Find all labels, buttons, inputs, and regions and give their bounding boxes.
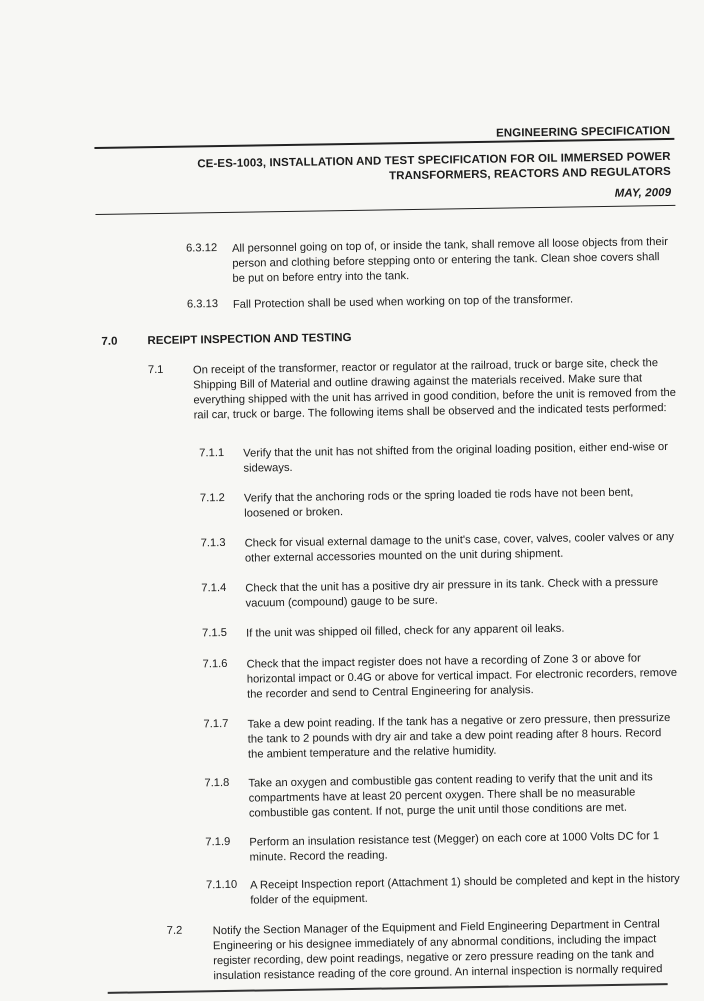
item-text: Fall Protection shall be used when working on top of the transformer. <box>232 293 574 311</box>
item-number: 6.3.13 <box>186 298 219 311</box>
document-title-line2: TRANSFORMERS, REACTORS AND REGULATORS <box>388 165 671 183</box>
header-rule-top <box>94 138 674 149</box>
header-rule-bottom <box>95 205 675 215</box>
clause-text: Notify the Section Manager of the Equipment and Field Engineering Department in Central Engineering or his designee immediately of any abnormal conditions, including the impact register recording, dew point readings, negative or zero pressure reading on the tank and insulation resistance reading of the core ground. An internal inspection is normally required <box>212 918 663 983</box>
document-date: MAY, 2009 <box>614 186 672 200</box>
sub-item-text: Perform an insulation resistance test (Megger) on each core at 1000 Volts DC for 1 minute. Record the reading. <box>249 830 660 864</box>
sub-item-text: Take a dew point reading. If the tank has a negative or zero pressure, then pressurize the tank to 2 pounds with dry air and take a dew point reading after 8 hours. Record the ambient temperature and the relative humidity. <box>247 711 671 761</box>
sub-item-text: Verify that the unit has not shifted from the original loading position, either end-wise or sideways. <box>243 440 669 475</box>
sub-item-number: 7.1.1 <box>199 446 225 460</box>
sub-item-text: A Receipt Inspection report (Attachment 1) should be completed and kept in the history folder of the equipment. <box>249 872 680 907</box>
clause-number: 7.1 <box>147 363 164 377</box>
sub-item-number: 7.1.6 <box>202 657 228 671</box>
sub-item-number: 7.1.7 <box>203 717 229 731</box>
sub-item-text: Check that the impact register does not have a recording of Zone 3 or above for horizontal impact or 0.4G or above for vertical impact. For electronic recorders, remove the recorder and send to Central Engineering for analysis. <box>246 652 678 701</box>
sub-item-text: Check for visual external damage to the unit's case, cover, valves, cooler valves or any other external accessories mounted on the unit during shipment. <box>244 530 675 565</box>
sub-item-number: 7.1.4 <box>201 581 227 595</box>
section-number: 7.0 <box>101 335 118 348</box>
sub-item-text: If the unit was shipped oil filled, check for any apparent oil leaks. <box>245 622 565 640</box>
sub-item-number: 7.1.10 <box>205 878 238 892</box>
sub-item-text: Take an oxygen and combustible gas content reading to verify that the unit and its compartments have at least 20 percent oxygen. There shall be no measurable combustible gas content. If not, purge the unit until those conditions are met. <box>248 771 653 820</box>
sub-item-number: 7.1.3 <box>200 536 226 550</box>
clause-number: 7.2 <box>166 924 183 937</box>
sub-item-text: Check that the unit has a positive dry air pressure in its tank. Check with a pressure vacuum (compound) gauge to be sure. <box>245 576 659 610</box>
sub-item-number: 7.1.2 <box>199 491 225 505</box>
item-number: 6.3.12 <box>185 242 218 255</box>
footer-rule <box>108 983 668 994</box>
sub-item-number: 7.1.8 <box>204 776 230 790</box>
spec-label: ENGINEERING SPECIFICATION <box>495 124 671 140</box>
sub-item-number: 7.1.9 <box>205 835 231 849</box>
item-text: All personnel going on top of, or inside the tank, shall remove all loose objects from their person and clothing before stepping onto or entering the tank. Clean shoe covers shall be put on before entry into the tank. <box>231 235 669 285</box>
section-title: RECEIPT INSPECTION AND TESTING <box>147 331 352 348</box>
sub-item-number: 7.1.5 <box>201 626 228 640</box>
clause-text: On receipt of the transformer, reactor or regulator at the railroad, truck or barge site, check the Shipping Bill of Material and outline drawing against the materials received. Make sure that everything shipped with the unit has arrived in good condition, before the unit is removed from the rail car, truck or barge. The following items shall be observed and the indicated tests performed: <box>192 357 677 422</box>
sub-item-text: Verify that the anchoring rods or the spring loaded tie rods have not been bent, loosened or broken. <box>243 486 634 520</box>
document-title-line1: CE-ES-1003, INSTALLATION AND TEST SPECIFICATION FOR OIL IMMERSED POWER <box>197 150 671 171</box>
